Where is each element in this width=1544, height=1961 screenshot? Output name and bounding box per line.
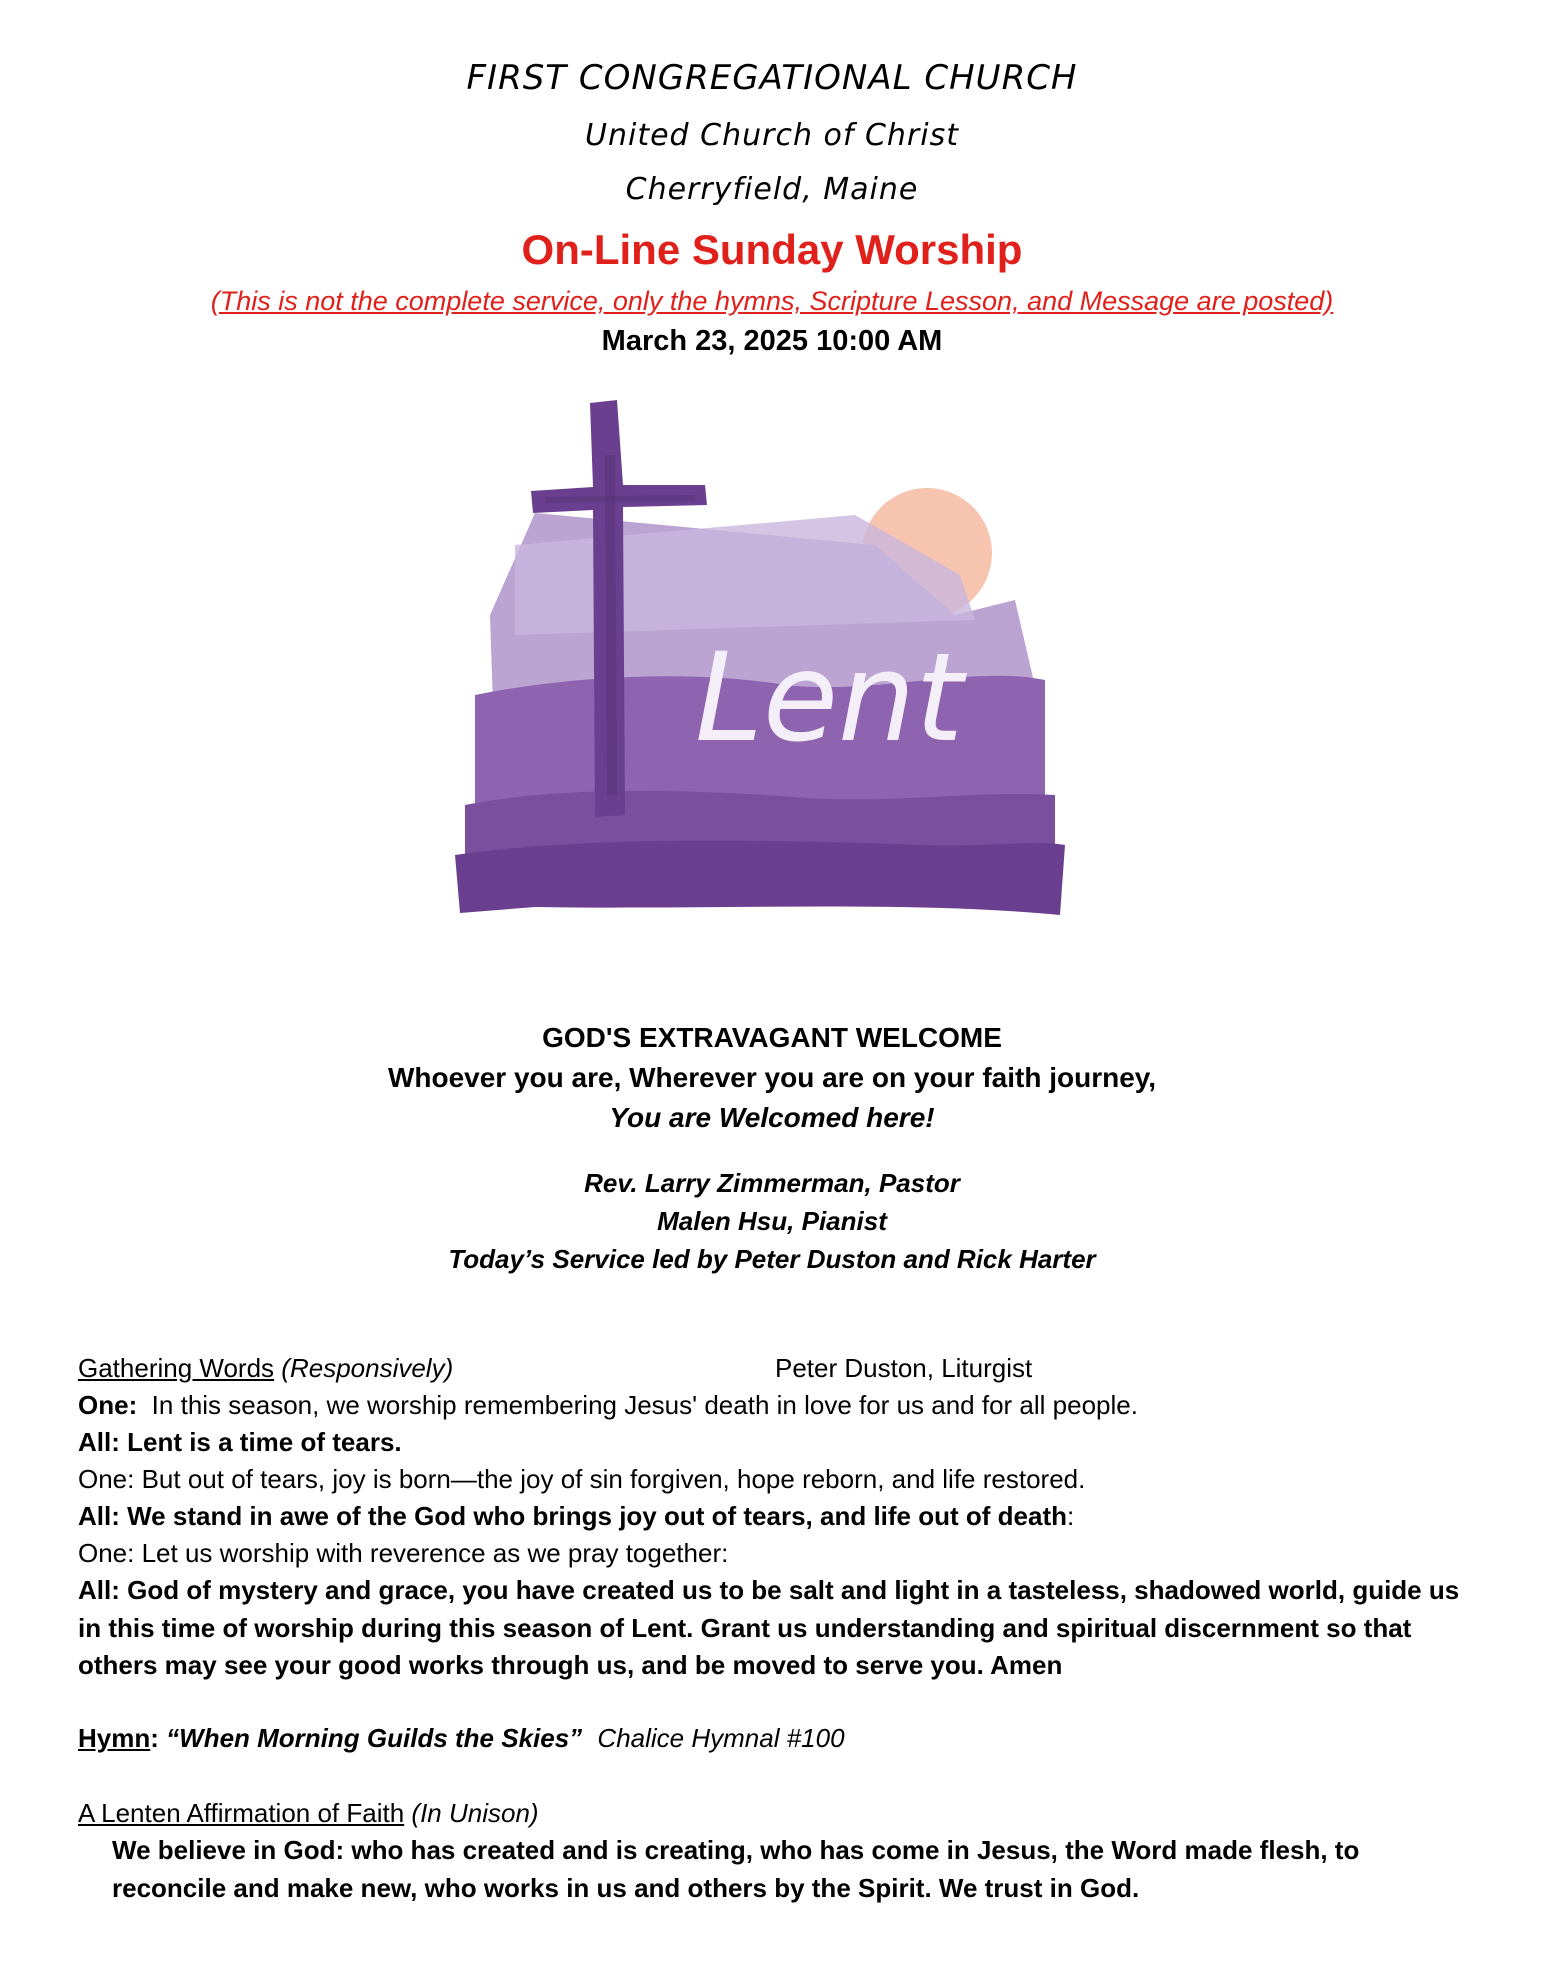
denomination: United Church of Christ	[585, 118, 959, 153]
welcome-heading: GOD'S EXTRAVAGANT WELCOME	[542, 1022, 1002, 1053]
gathering-prayer: All: God of mystery and grace, you have created us to be salt and light in a tasteless, shadowed world, guide us in this time of worship during this season of Lent. Grant us understanding and spiritual discernment so that others may see your good works through us, and be moved to serve you. Amen	[78, 1575, 1460, 1680]
service-leaders: Today’s Service led by Peter Duston and Rick Harter	[448, 1244, 1096, 1274]
welcome-line: You are Welcomed here!	[609, 1102, 935, 1133]
speaker-label: One:	[78, 1390, 138, 1420]
gathering-line: All: Lent is a time of tears.	[78, 1427, 402, 1457]
hymn-label: Hymn	[78, 1723, 151, 1753]
line-text: All: We stand in awe of the God who brings joy out of tears, and life out of death	[78, 1501, 1067, 1531]
line-tail: :	[1067, 1501, 1075, 1531]
service-date: March 23, 2025 10:00 AM	[601, 325, 943, 357]
hymn-source: Chalice Hymnal #100	[597, 1723, 845, 1753]
gathering-title: Gathering Words	[78, 1353, 275, 1383]
affirmation-heading	[78, 1795, 1478, 1833]
gathering-line: One: But out of tears, joy is born—the joy of sin forgiven, hope reborn, and life restored.	[78, 1464, 1086, 1494]
gathering-words-heading	[78, 1350, 1478, 1388]
service-notice: (This is not the complete service, only the hymns, Scripture Lesson, and Message are posted)	[210, 286, 1334, 316]
hymn-title: “When Morning Guilds the Skies”	[166, 1723, 583, 1753]
hymn-line	[78, 1720, 1478, 1758]
bottom-stroke	[455, 841, 1065, 915]
lent-cross-sunrise-illustration	[455, 395, 1075, 915]
gathering-line	[78, 1498, 1478, 1536]
line-text: In this season, we worship remembering Jesus' death in love for us and for all people.	[137, 1390, 1138, 1420]
gathering-note: (Responsively)	[281, 1353, 454, 1383]
church-name: FIRST CONGREGATIONAL CHURCH	[466, 58, 1078, 98]
affirmation-title: A Lenten Affirmation of Faith	[78, 1798, 405, 1828]
gathering-line	[78, 1387, 1478, 1425]
hymn-colon: :	[150, 1723, 159, 1753]
welcome-line: Whoever you are, Wherever you are on your faith journey,	[387, 1062, 1157, 1093]
pianist-name: Malen Hsu, Pianist	[657, 1206, 887, 1236]
affirmation-text: We believe in God: who has created and is creating, who has come in Jesus, the Word made flesh, to reconcile and make new, who works in us and others by the Spirit. We trust in God.	[112, 1835, 1360, 1903]
church-location: Cherryfield, Maine	[625, 172, 919, 207]
gathering-line: One: Let us worship with reverence as we pray together:	[78, 1538, 729, 1568]
liturgist-name: Peter Duston, Liturgist	[775, 1353, 1033, 1383]
service-title: On-Line Sunday Worship	[521, 226, 1023, 273]
affirmation-note: (In Unison)	[411, 1798, 539, 1828]
lent-label: Lent	[695, 627, 964, 769]
pastor-name: Rev. Larry Zimmerman, Pastor	[584, 1168, 960, 1198]
